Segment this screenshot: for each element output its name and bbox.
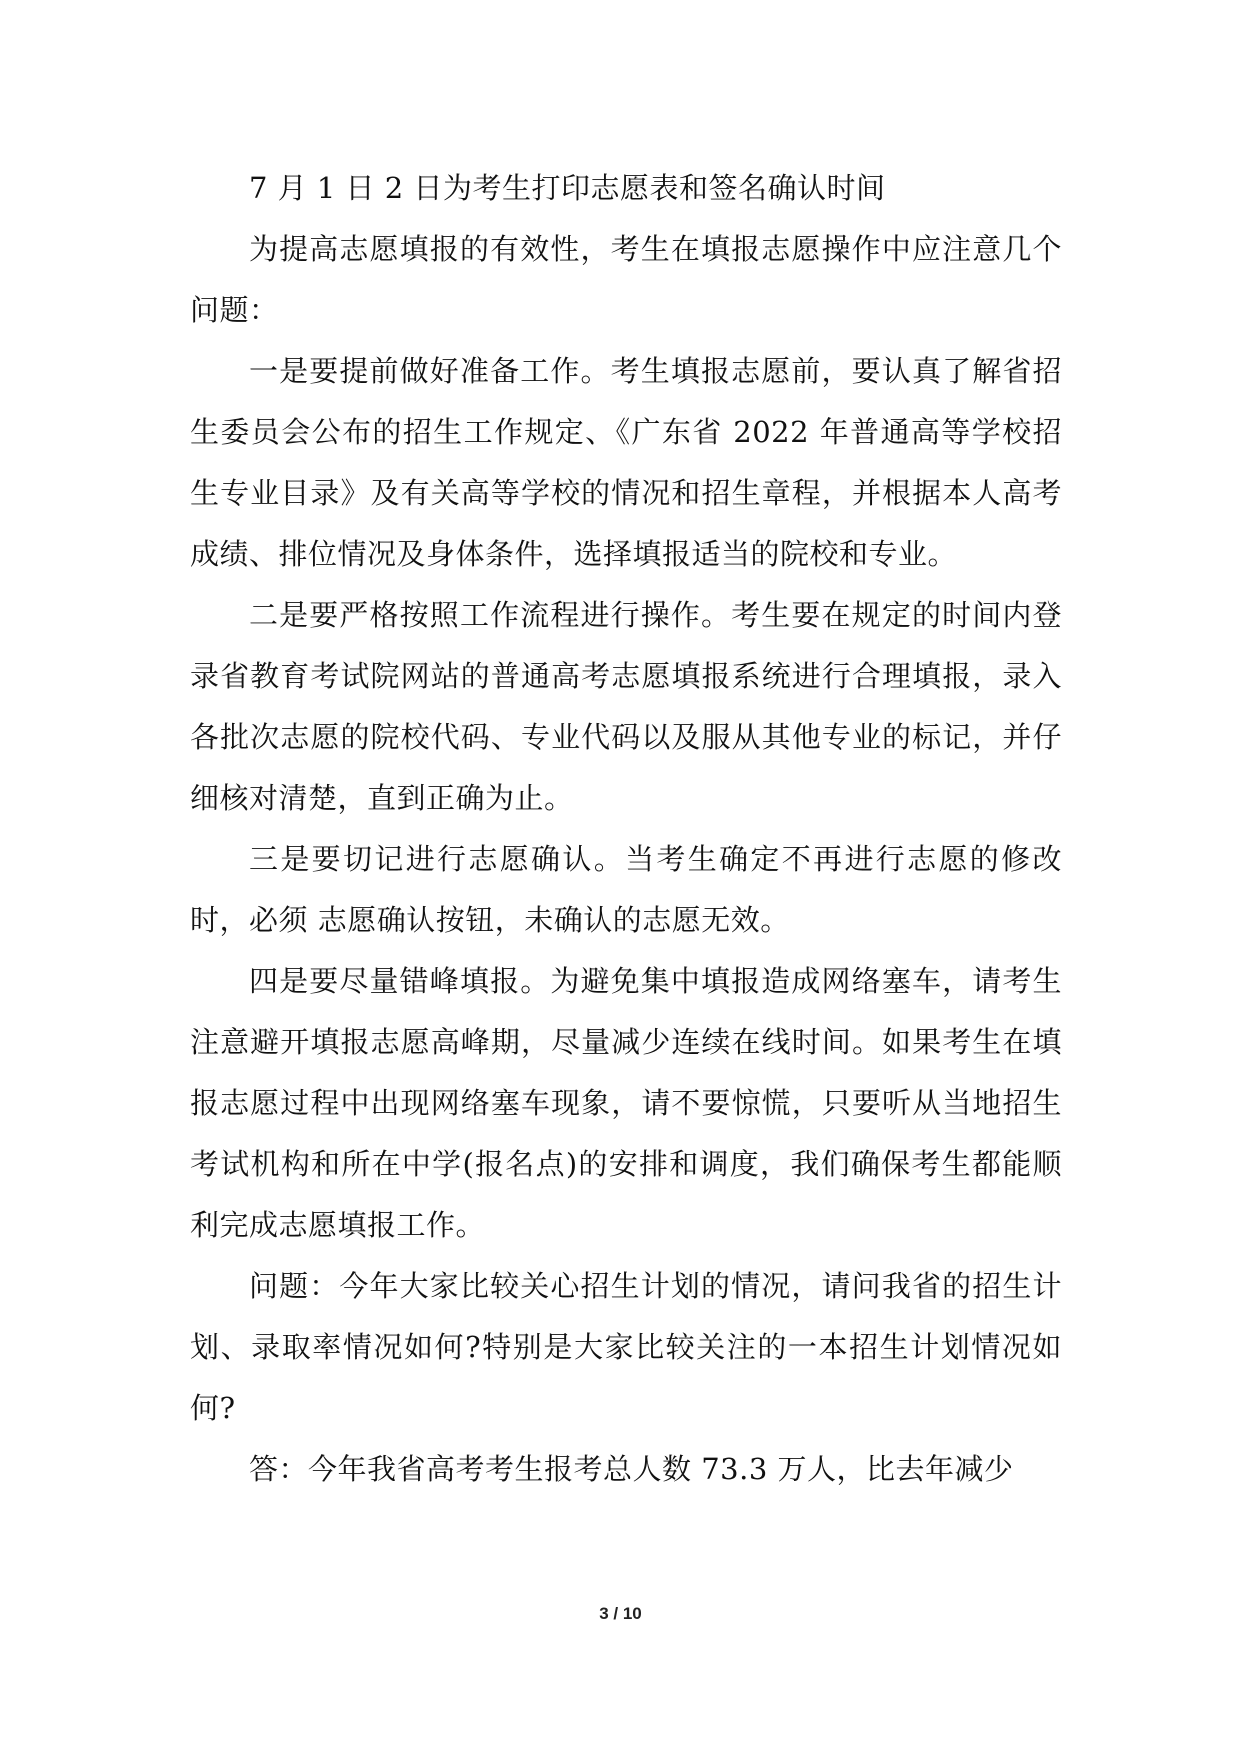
document-body: [190, 158, 1062, 1500]
paragraph-question: 问题：今年大家比较关心招生计划的情况，请问我省的招生计划、录取率情况如何?特别是大家比较关注的一本招生计划情况如何?: [190, 1269, 1062, 1425]
paragraph-point-four: 四是要尽量错峰填报。为避免集中填报造成网络塞车，请考生注意避开填报志愿高峰期，尽量减少连续在线时间。如果考生在填报志愿过程中出现网络塞车现象，请不要惊慌，只要听从当地招生考试机构和所在中学(报名点)的安排和调度，我们确保考生都能顺利完成志愿填报工作。: [190, 964, 1062, 1242]
page-number: 3 / 10: [599, 1604, 642, 1623]
paragraph-point-three: 三是要切记进行志愿确认。当考生确定不再进行志愿的修改时，必须 志愿确认按钮，未确认的志愿无效。: [190, 842, 1062, 937]
paragraph-confirm-time: 7 月 1 日 2 日为考生打印志愿表和签名确认时间: [249, 171, 886, 205]
paragraph-point-one: 一是要提前做好准备工作。考生填报志愿前，要认真了解省招生委员会公布的招生工作规定、《广东省 2022 年普通高等学校招生专业目录》及有关高等学校的情况和招生章程，并根据本人高考成绩、排位情况及身体条件，选择填报适当的院校和专业。: [190, 354, 1062, 571]
paragraph-intro: 为提高志愿填报的有效性，考生在填报志愿操作中应注意几个问题：: [190, 232, 1062, 327]
paragraph-answer: 答：今年我省高考考生报考总人数 73.3 万人，比去年减少: [249, 1452, 1014, 1486]
paragraph-point-two: 二是要严格按照工作流程进行操作。考生要在规定的时间内登录省教育考试院网站的普通高考志愿填报系统进行合理填报，录入各批次志愿的院校代码、专业代码以及服从其他专业的标记，并仔细核对清楚，直到正确为止。: [190, 598, 1062, 815]
